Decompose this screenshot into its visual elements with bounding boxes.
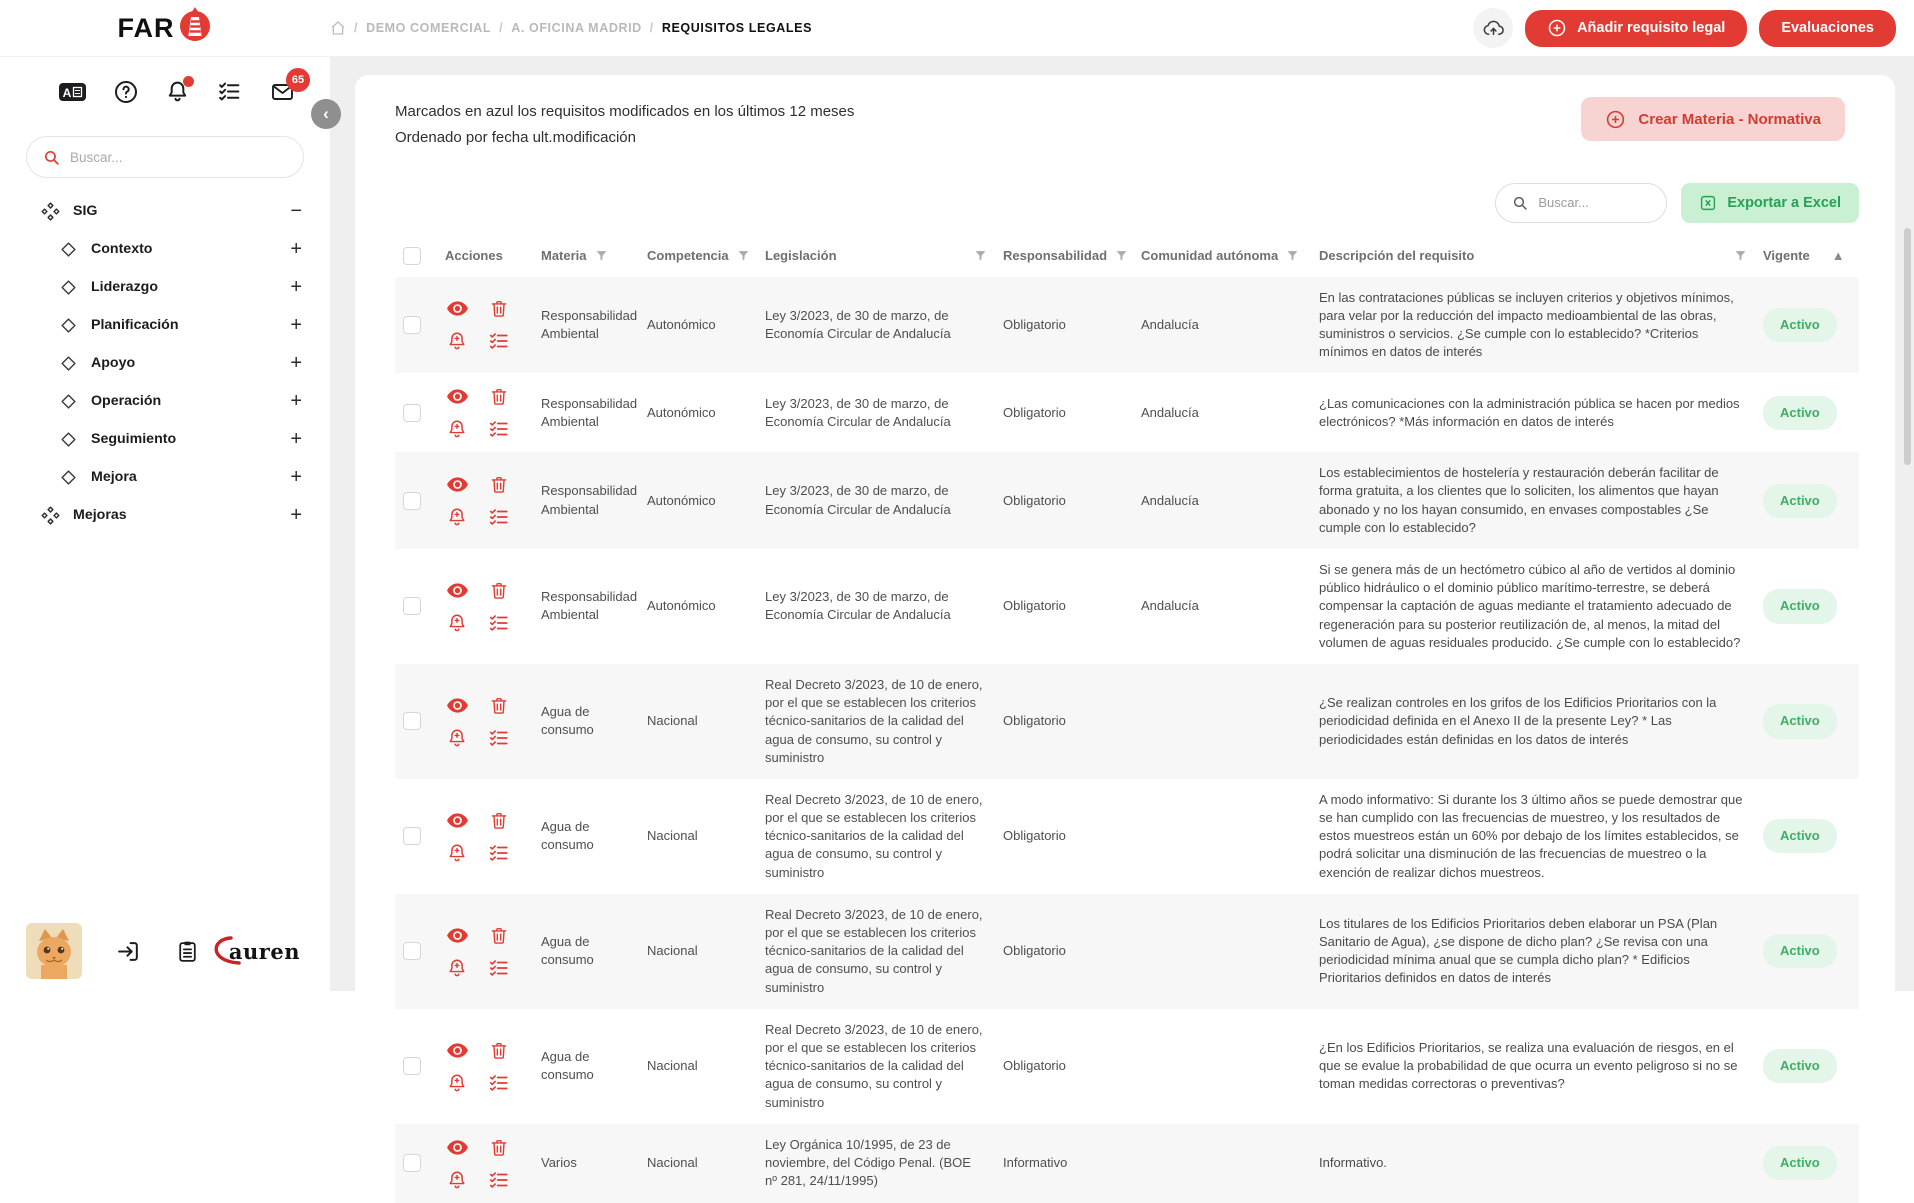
breadcrumb xyxy=(330,20,812,36)
vertical-scrollbar[interactable] xyxy=(1904,228,1911,465)
table-row xyxy=(395,1124,1859,1203)
cell-responsabilidad: Obligatorio xyxy=(1003,404,1066,420)
view-eye-icon[interactable] xyxy=(446,473,469,496)
table-row xyxy=(395,549,1859,664)
cell-competencia: Nacional xyxy=(647,943,698,959)
export-excel-label: Exportar a Excel xyxy=(1727,194,1841,211)
cell-materia: Responsabilidad Ambiental xyxy=(541,307,638,341)
row-checkbox[interactable] xyxy=(403,712,421,730)
add-alert-bell-icon[interactable] xyxy=(446,418,468,440)
delete-trash-icon[interactable] xyxy=(489,925,509,946)
plus-circle-icon xyxy=(1547,18,1567,38)
cell-comunidad-autonoma xyxy=(1133,1009,1311,1124)
column-header-comunidad-aut-noma xyxy=(1133,237,1311,277)
cell-responsabilidad: Informativo xyxy=(1003,1155,1068,1171)
notification-dot-badge xyxy=(183,76,194,87)
cell-competencia: Autonómico xyxy=(647,404,716,420)
table-search-input[interactable] xyxy=(1538,195,1650,210)
delete-trash-icon[interactable] xyxy=(489,474,509,495)
row-checkbox[interactable] xyxy=(403,827,421,845)
cell-materia: Responsabilidad Ambiental xyxy=(541,483,638,517)
cloud-upload-icon xyxy=(1482,17,1505,40)
sidebar-item-planificacion[interactable] xyxy=(0,306,330,344)
cell-responsabilidad: Obligatorio xyxy=(1003,1058,1066,1074)
cell-competencia: Nacional xyxy=(647,1155,698,1171)
status-badge: Activo xyxy=(1763,396,1837,430)
translate-icon[interactable] xyxy=(58,81,87,103)
breadcrumb-item[interactable]: A. OFICINA MADRID xyxy=(511,21,642,35)
diamond-icon xyxy=(58,317,78,334)
sidebar xyxy=(0,56,330,991)
add-legal-requirement-label: Añadir requisito legal xyxy=(1577,20,1726,36)
cell-competencia: Nacional xyxy=(647,1058,698,1074)
evaluate-checklist-icon[interactable] xyxy=(488,1169,510,1191)
column-header-responsabilidad xyxy=(995,237,1133,277)
sidebar-item-liderazgo[interactable] xyxy=(0,268,330,306)
view-eye-icon[interactable] xyxy=(446,694,469,717)
breadcrumb-item: REQUISITOS LEGALES xyxy=(661,21,813,35)
delete-trash-icon[interactable] xyxy=(489,298,509,319)
export-excel-button[interactable] xyxy=(1681,183,1859,223)
view-eye-icon[interactable] xyxy=(446,1136,469,1159)
view-eye-icon[interactable] xyxy=(446,1039,469,1062)
table-row xyxy=(395,452,1859,549)
evaluate-checklist-icon[interactable] xyxy=(488,842,510,864)
cell-comunidad-autonoma xyxy=(1133,894,1311,1009)
sidebar-item-label: Seguimiento xyxy=(91,431,177,447)
column-header-materia xyxy=(533,237,639,277)
search-icon xyxy=(1512,195,1528,211)
mail-icon[interactable] xyxy=(269,73,305,104)
cell-legislacion: Real Decreto 3/2023, de 10 de enero, por el que se establecen los criterios técnico-sanitarios de la calidad del agua de consumo, su control y suministro xyxy=(765,676,983,765)
cell-competencia: Autonómico xyxy=(647,492,716,508)
column-header-label: Descripción del requisito xyxy=(1319,248,1475,263)
row-checkbox[interactable] xyxy=(403,597,421,615)
expand-plus-icon[interactable]: + xyxy=(290,428,302,450)
breadcrumb-separator: / xyxy=(649,21,654,35)
cell-descripcion: Los titulares de los Edificios Prioritarios deben elaborar un PSA (Plan Sanitario de Agua), ¿se dispone de dicho plan? ¿Se revisa con una periodicidad mínima anual que se cumpla dicho plan? * Edificios Prioritarios definidos en datos de interés xyxy=(1319,915,1718,986)
add-alert-bell-icon[interactable] xyxy=(446,506,468,528)
sidebar-item-contexto[interactable] xyxy=(0,230,330,268)
evaluate-checklist-icon[interactable] xyxy=(488,727,510,749)
evaluate-checklist-icon[interactable] xyxy=(488,957,510,979)
auren-swoosh-icon xyxy=(209,934,297,968)
add-alert-bell-icon[interactable] xyxy=(446,842,468,864)
view-eye-icon[interactable] xyxy=(446,924,469,947)
status-badge: Activo xyxy=(1763,1146,1837,1180)
sidebar-item-mejora[interactable] xyxy=(0,458,330,496)
expand-plus-icon[interactable]: + xyxy=(290,238,302,260)
cell-legislacion: Real Decreto 3/2023, de 10 de enero, por el que se establecen los criterios técnico-sanitarios de la calidad del agua de consumo, su control y suministro xyxy=(765,791,983,880)
cell-responsabilidad: Obligatorio xyxy=(1003,492,1066,508)
sidebar-item-label: Liderazgo xyxy=(91,279,159,295)
column-header-label: Comunidad autónoma xyxy=(1141,248,1279,263)
cell-responsabilidad: Obligatorio xyxy=(1003,316,1066,332)
delete-trash-icon[interactable] xyxy=(489,386,509,407)
status-badge: Activo xyxy=(1763,934,1837,968)
diamond-icon xyxy=(58,393,78,410)
cell-legislacion: Ley Orgánica 10/1995, de 23 de noviembre, del Código Penal. (BOE nº 281, 24/11/1995) xyxy=(765,1136,971,1189)
cell-materia: Agua de consumo xyxy=(541,704,594,738)
table-row xyxy=(395,1009,1859,1124)
delete-trash-icon[interactable] xyxy=(489,695,509,716)
upload-cloud-button[interactable] xyxy=(1473,8,1513,48)
sidebar-tree xyxy=(0,192,330,534)
avatar[interactable] xyxy=(26,923,82,979)
app-logo xyxy=(0,10,330,47)
cell-competencia: Nacional xyxy=(647,828,698,844)
evaluations-label: Evaluaciones xyxy=(1781,20,1874,36)
view-eye-icon[interactable] xyxy=(446,385,469,408)
evaluate-checklist-icon[interactable] xyxy=(488,1072,510,1094)
filter-funnel-icon[interactable] xyxy=(1286,249,1299,262)
cell-legislacion: Ley 3/2023, de 30 de marzo, de Economía Circular de Andalucía xyxy=(765,395,951,429)
filter-funnel-icon[interactable] xyxy=(974,249,987,262)
sidebar-icon-row xyxy=(0,57,330,122)
filter-funnel-icon[interactable] xyxy=(737,249,750,262)
sidebar-footer xyxy=(0,923,330,979)
cluster-icon xyxy=(40,506,60,525)
status-badge: Activo xyxy=(1763,1049,1837,1083)
cell-descripcion: En las contrataciones públicas se incluyen criterios y objetivos mínimos, para velar por la reducción del impacto medioambiental de las obras, suministros o servicios. ¿Se cumple con lo establecido? *Criterios mínimos en datos de interés xyxy=(1319,289,1734,360)
logo-text: FAR xyxy=(117,12,175,43)
breadcrumb-item[interactable]: DEMO COMERCIAL xyxy=(366,21,492,35)
create-materia-normativa-button[interactable] xyxy=(1581,97,1845,141)
expand-plus-icon[interactable]: + xyxy=(290,276,302,298)
column-header-label: Competencia xyxy=(647,248,729,263)
filter-funnel-icon[interactable] xyxy=(1115,249,1128,262)
help-icon[interactable] xyxy=(114,80,138,104)
requirements-table xyxy=(395,237,1859,1203)
notice-line-1: Marcados en azul los requisitos modificados en los últimos 12 meses xyxy=(395,103,855,120)
breadcrumb-separator: / xyxy=(354,21,359,35)
cell-legislacion: Ley 3/2023, de 30 de marzo, de Economía Circular de Andalucía xyxy=(765,483,951,517)
delete-trash-icon[interactable] xyxy=(489,1040,509,1061)
home-icon[interactable] xyxy=(330,20,346,36)
expand-plus-icon[interactable]: + xyxy=(290,314,302,336)
column-header-label: Materia xyxy=(541,248,587,263)
evaluate-checklist-icon[interactable] xyxy=(488,612,510,634)
cell-descripcion: Informativo. xyxy=(1319,1155,1387,1171)
filter-funnel-icon[interactable] xyxy=(595,249,608,262)
cell-responsabilidad: Obligatorio xyxy=(1003,598,1066,614)
table-row xyxy=(395,373,1859,452)
sidebar-item-label: Planificación xyxy=(91,317,179,333)
cell-legislacion: Ley 3/2023, de 30 de marzo, de Economía Circular de Andalucía xyxy=(765,307,951,341)
logout-icon[interactable] xyxy=(116,939,141,964)
sidebar-item-seguimiento[interactable] xyxy=(0,420,330,458)
view-eye-icon[interactable] xyxy=(446,297,469,320)
cell-descripcion: ¿Se realizan controles en los grifos de los Edificios Prioritarios con la periodicidad definida en el Anexo II de la presente Ley? * Las periodicidades están definidas en los datos de interés xyxy=(1319,695,1717,747)
add-alert-bell-icon[interactable] xyxy=(446,1169,468,1191)
cell-legislacion: Real Decreto 3/2023, de 10 de enero, por el que se establecen los criterios técnico-sanitarios de la calidad del agua de consumo, su control y suministro xyxy=(765,1021,983,1110)
mail-count-badge: 65 xyxy=(286,68,310,92)
column-header-label: Vigente xyxy=(1763,248,1810,263)
cell-comunidad-autonoma xyxy=(1133,779,1311,894)
column-header-competencia xyxy=(639,237,757,277)
delete-trash-icon[interactable] xyxy=(489,1137,509,1158)
cell-descripcion: Los establecimientos de hostelería y restauración deberán facilitar de forma gratuita, a los clientes que lo soliciten, los alimentos que hayan abonado y no los hayan consumido, en envases compostables ¿Se cumple con lo establecido? xyxy=(1319,465,1719,535)
excel-icon xyxy=(1699,194,1717,212)
cell-comunidad-autonoma xyxy=(1133,1124,1311,1203)
table-row xyxy=(395,664,1859,779)
cell-descripcion: Si se genera más de un hectómetro cúbico al año de vertidos al dominio público hidráulico o el dominio público marítimo-terrestre, se deberá compensar la captación de aguas mediante el tratamiento adecuado de regeneración para su posterior reutilización de, al menos, la mitad del volumen de aguas residuales producido. ¿Se cumple con lo establecido? xyxy=(1319,562,1741,650)
status-badge: Activo xyxy=(1763,308,1837,342)
sidebar-item-label: SIG xyxy=(73,203,98,219)
sidebar-item-label: Mejora xyxy=(91,469,137,485)
expand-plus-icon[interactable]: + xyxy=(290,504,302,526)
sort-ascending-icon[interactable]: ▲ xyxy=(1831,248,1845,263)
add-alert-bell-icon[interactable] xyxy=(446,727,468,749)
diamond-icon xyxy=(58,279,78,296)
cell-materia: Varios xyxy=(541,1155,577,1171)
row-checkbox[interactable] xyxy=(403,1154,421,1172)
expand-plus-icon[interactable]: + xyxy=(290,390,302,412)
table-row xyxy=(395,277,1859,374)
expand-plus-icon[interactable]: + xyxy=(290,352,302,374)
collapse-minus-icon[interactable]: − xyxy=(290,200,302,222)
cell-materia: Agua de consumo xyxy=(541,819,594,853)
column-header-legislaci-n xyxy=(757,237,995,277)
cell-descripcion: ¿En los Edificios Prioritarios, se realiza una evaluación de riesgos, en el que se evalue la probabilidad de que ocurra un evento peligroso si no se toman medidas correctoras o preventivas? xyxy=(1319,1039,1738,1092)
diamond-icon xyxy=(58,431,78,448)
diamond-icon xyxy=(58,469,78,486)
delete-trash-icon[interactable] xyxy=(489,580,509,601)
cell-legislacion: Real Decreto 3/2023, de 10 de enero, por el que se establecen los criterios técnico-sanitarios de la calidad del agua de consumo, su control y suministro xyxy=(765,906,983,995)
expand-plus-icon[interactable]: + xyxy=(290,466,302,488)
column-header-label: Legislación xyxy=(765,248,837,263)
table-header-row xyxy=(395,237,1859,277)
status-badge: Activo xyxy=(1763,819,1837,853)
cell-materia: Responsabilidad Ambiental xyxy=(541,589,638,623)
plus-circle-icon xyxy=(1605,109,1626,130)
cell-descripcion: A modo informativo: Si durante los 3 último años se puede demostrar que se han cumplido con las frecuencias de muestreo, y los resultados de estos muestreos están un 60% por debajo de los límites establecidos, se podrá solicitar una disminución de las frecuencias de muestreo o la exención de realizar dichos muestreos. xyxy=(1319,791,1743,880)
row-checkbox[interactable] xyxy=(403,492,421,510)
status-badge: Activo xyxy=(1763,589,1837,623)
add-alert-bell-icon[interactable] xyxy=(446,1072,468,1094)
clipboard-icon[interactable] xyxy=(175,939,200,964)
row-checkbox[interactable] xyxy=(403,404,421,422)
lighthouse-logo-icon xyxy=(177,6,213,47)
sidebar-item-mejoras[interactable] xyxy=(0,496,330,534)
table-body xyxy=(395,277,1859,1203)
sidebar-search-input[interactable] xyxy=(70,150,287,165)
cell-legislacion: Ley 3/2023, de 30 de marzo, de Economía Circular de Andalucía xyxy=(765,589,951,623)
create-materia-normativa-label: Crear Materia - Normativa xyxy=(1638,110,1821,128)
view-eye-icon[interactable] xyxy=(446,809,469,832)
sidebar-item-label: Mejoras xyxy=(73,507,127,523)
sidebar-item-operacion[interactable] xyxy=(0,382,330,420)
table-row xyxy=(395,894,1859,1009)
cell-responsabilidad: Obligatorio xyxy=(1003,828,1066,844)
cell-descripcion: ¿Las comunicaciones con la administración pública se hacen por medios electrónicos? *Más información en datos de interés xyxy=(1319,395,1740,429)
row-checkbox[interactable] xyxy=(403,942,421,960)
cell-competencia: Autonómico xyxy=(647,316,716,332)
content-card xyxy=(355,75,1895,1189)
diamond-icon xyxy=(58,355,78,372)
main-area xyxy=(330,56,1914,1189)
cell-materia: Agua de consumo xyxy=(541,1049,594,1083)
row-checkbox[interactable] xyxy=(403,316,421,334)
evaluate-checklist-icon[interactable] xyxy=(488,506,510,528)
sidebar-item-label: Apoyo xyxy=(91,355,136,371)
view-eye-icon[interactable] xyxy=(446,579,469,602)
add-alert-bell-icon[interactable] xyxy=(446,330,468,352)
breadcrumb-separator: / xyxy=(499,21,504,35)
add-alert-bell-icon[interactable] xyxy=(446,612,468,634)
delete-trash-icon[interactable] xyxy=(489,810,509,831)
sidebar-collapse-button[interactable]: ‹ xyxy=(311,99,341,129)
topbar-actions xyxy=(1473,8,1914,48)
evaluations-button[interactable] xyxy=(1759,10,1896,47)
select-all-checkbox[interactable] xyxy=(403,247,421,265)
cell-materia: Responsabilidad Ambiental xyxy=(541,395,638,429)
cell-comunidad-autonoma: Andalucía xyxy=(1141,316,1199,332)
auren-logo-text: auren xyxy=(228,938,300,964)
auren-logo xyxy=(215,939,300,964)
cell-responsabilidad: Obligatorio xyxy=(1003,713,1066,729)
evaluate-checklist-icon[interactable] xyxy=(488,330,510,352)
column-header-label: Responsabilidad xyxy=(1003,248,1108,263)
table-row xyxy=(395,779,1859,894)
table-search xyxy=(1495,183,1667,223)
table-toolbar xyxy=(395,183,1859,223)
diamond-icon xyxy=(58,241,78,258)
notice-line-2: Ordenado por fecha ult.modificación xyxy=(395,128,636,146)
status-badge: Activo xyxy=(1763,704,1837,738)
topbar xyxy=(0,0,1914,56)
cell-competencia: Nacional xyxy=(647,713,698,729)
cell-responsabilidad: Obligatorio xyxy=(1003,943,1066,959)
filter-funnel-icon[interactable] xyxy=(1734,249,1747,262)
status-badge: Activo xyxy=(1763,484,1837,518)
cell-comunidad-autonoma: Andalucía xyxy=(1141,492,1199,508)
cell-comunidad-autonoma xyxy=(1133,664,1311,779)
column-header-label: Acciones xyxy=(445,248,503,263)
sidebar-item-label: Contexto xyxy=(91,241,153,257)
sidebar-item-apoyo[interactable] xyxy=(0,344,330,382)
cell-comunidad-autonoma: Andalucía xyxy=(1141,404,1199,420)
svg-text:A: A xyxy=(62,85,72,100)
cluster-icon xyxy=(40,202,60,221)
tasks-checklist-icon[interactable] xyxy=(217,79,242,104)
evaluate-checklist-icon[interactable] xyxy=(488,418,510,440)
add-legal-requirement-button[interactable] xyxy=(1525,10,1747,47)
column-header-vigente xyxy=(1755,237,1859,277)
row-checkbox[interactable] xyxy=(403,1057,421,1075)
sidebar-item-sig[interactable] xyxy=(0,192,330,230)
column-header-descripci-n-del-requisito xyxy=(1311,237,1755,277)
cell-comunidad-autonoma: Andalucía xyxy=(1141,598,1199,614)
search-icon xyxy=(43,149,60,166)
cell-materia: Agua de consumo xyxy=(541,934,594,968)
cell-competencia: Autonómico xyxy=(647,598,716,614)
add-alert-bell-icon[interactable] xyxy=(446,957,468,979)
notifications-bell-icon[interactable] xyxy=(165,79,190,104)
sidebar-search xyxy=(26,136,304,178)
column-header-acciones xyxy=(437,237,533,277)
sidebar-item-label: Operación xyxy=(91,393,162,409)
